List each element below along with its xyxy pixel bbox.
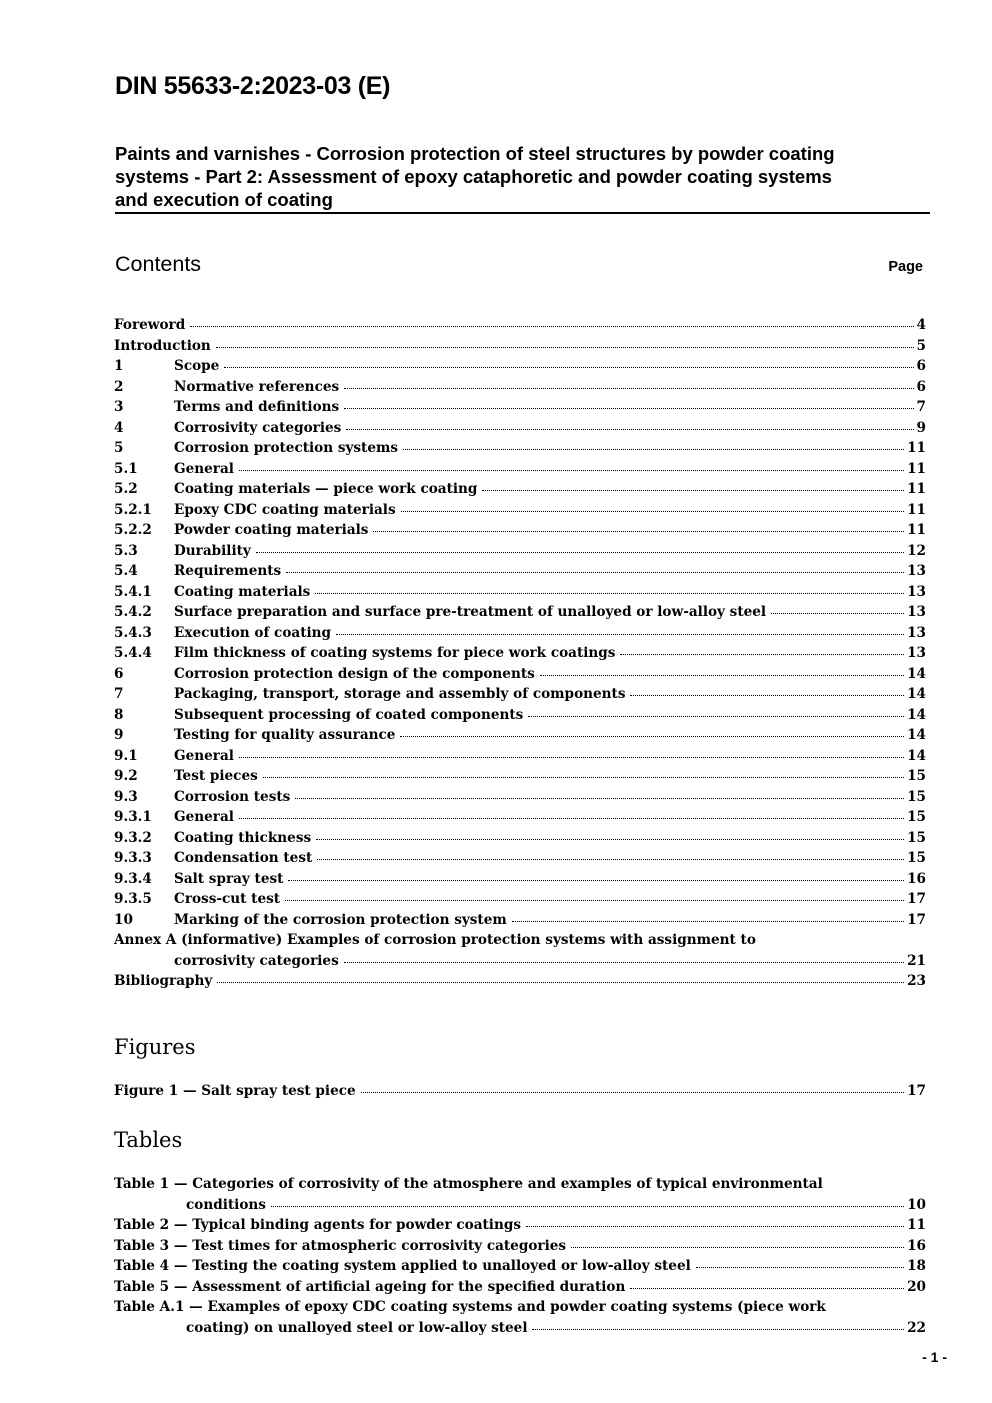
document-id: DIN 55633-2:2023-03 (E) <box>115 72 391 100</box>
toc-section-number: 9.3 <box>114 788 138 805</box>
toc-table-line[interactable]: Table 1 — Categories of corrosivity of the atmosphere and examples of typical environmental <box>114 1176 823 1192</box>
toc-section-number: 6 <box>114 665 124 682</box>
toc-page-number: 13 <box>907 645 926 661</box>
dot-leader <box>771 612 904 614</box>
dot-leader <box>216 346 914 348</box>
dot-leader <box>528 715 904 717</box>
toc-section-number: 9.3.5 <box>114 891 152 907</box>
tables-list <box>114 1176 926 1340</box>
toc-section-number: 8 <box>114 706 124 723</box>
toc-entry-title: Condensation test <box>174 850 313 866</box>
toc-page-number: 23 <box>907 973 926 989</box>
toc-entry-title: Coating materials <box>174 583 311 600</box>
toc-entry[interactable] <box>114 1083 926 1104</box>
toc-section-number: 5.2 <box>114 481 138 497</box>
toc-entry[interactable] <box>114 789 926 810</box>
dot-leader <box>401 510 904 512</box>
toc-section-number: 5.4.3 <box>114 624 152 641</box>
toc-entry-title: Introduction <box>114 337 211 354</box>
toc-page-number: 15 <box>907 788 926 805</box>
toc-page-number: 10 <box>907 1196 926 1213</box>
dot-leader <box>288 879 904 881</box>
toc-entry-title: Salt spray test <box>174 870 284 887</box>
toc-entry-title: Scope <box>174 358 220 374</box>
dot-leader <box>403 448 904 450</box>
toc-entry[interactable] <box>114 604 926 625</box>
toc-entry-title: Powder coating materials <box>174 522 369 538</box>
dot-leader <box>256 551 904 553</box>
toc-section-number: 2 <box>114 378 124 395</box>
title-line: and execution of coating <box>115 189 333 210</box>
toc-entry-title: Durability <box>174 542 251 559</box>
tables-heading: Tables <box>114 1128 183 1152</box>
toc-entry[interactable] <box>114 522 926 543</box>
toc-entry[interactable] <box>114 563 926 584</box>
page-number-footer: - 1 - <box>922 1349 947 1365</box>
dot-leader <box>315 592 904 594</box>
dot-leader <box>263 776 904 778</box>
dot-leader <box>286 571 904 573</box>
table-entries <box>114 1217 926 1299</box>
toc-page-number: 14 <box>907 747 926 764</box>
dot-leader <box>239 756 904 758</box>
toc-section-number: 5.2.2 <box>114 522 152 538</box>
toc-entry[interactable] <box>114 748 926 769</box>
document-title <box>115 142 930 214</box>
toc-entry[interactable] <box>114 379 926 400</box>
toc-section-number: 9.2 <box>114 768 138 784</box>
toc-page-number: 11 <box>907 460 926 477</box>
toc-entry[interactable] <box>114 830 926 851</box>
dot-leader <box>526 1225 904 1227</box>
toc-entry-title: Foreword <box>114 317 186 333</box>
toc-entry-title: Epoxy CDC coating materials <box>174 501 396 518</box>
toc-section-number: 5 <box>114 440 124 456</box>
toc-section-number: 3 <box>114 399 124 415</box>
dot-leader <box>295 797 904 799</box>
toc-entry-title: Testing for quality assurance <box>174 727 396 743</box>
toc-entry[interactable] <box>114 1258 926 1279</box>
toc-section-number: 9 <box>114 727 124 743</box>
toc-entry-title: Corrosion protection systems <box>174 440 399 456</box>
dot-leader <box>344 961 904 963</box>
toc-page-number: 7 <box>916 399 926 415</box>
toc-section-number: 1 <box>114 358 124 374</box>
toc-section-number: 5.2.1 <box>114 501 152 518</box>
toc-entry-title: General <box>174 809 234 825</box>
toc-page-number: 22 <box>907 1319 926 1336</box>
toc-page-number: 13 <box>907 624 926 641</box>
dot-leader <box>217 981 904 983</box>
toc-page-number: 4 <box>916 317 926 333</box>
toc-entry[interactable] <box>114 625 926 646</box>
page-column-heading: Page <box>888 259 923 275</box>
dot-leader <box>224 366 913 368</box>
dot-leader <box>400 735 904 737</box>
toc-entry-title: General <box>174 460 234 477</box>
toc-entry-title: Execution of coating <box>174 624 332 641</box>
dot-leader <box>239 817 904 819</box>
toc-table-continuation[interactable]: coating) on unalloyed steel or low-alloy steel 22 <box>186 1319 926 1336</box>
toc-table-line[interactable]: Table A.1 — Examples of epoxy CDC coating systems and powder coating systems (piece work <box>114 1299 826 1315</box>
toc-page-number: 13 <box>907 563 926 579</box>
dot-leader <box>620 653 904 655</box>
toc-entry[interactable] <box>114 707 926 728</box>
contents-heading: Contents <box>115 252 202 276</box>
figures-heading: Figures <box>114 1035 196 1059</box>
toc-page-number: 13 <box>907 604 926 620</box>
toc-entry[interactable] <box>114 481 926 502</box>
toc-entries <box>114 317 926 932</box>
toc-page-number: 14 <box>907 686 926 702</box>
toc-page-number: 12 <box>907 542 926 559</box>
toc-section-number: 7 <box>114 686 124 702</box>
toc-page-number: 11 <box>907 522 926 538</box>
toc-page-number: 11 <box>907 481 926 497</box>
toc-entry[interactable] <box>114 461 926 482</box>
dot-leader <box>316 838 904 840</box>
table-of-contents <box>114 317 926 994</box>
toc-page-number: 16 <box>907 1237 926 1254</box>
toc-entry[interactable] <box>114 584 926 605</box>
dot-leader <box>696 1266 904 1268</box>
toc-page-number: 11 <box>907 501 926 518</box>
toc-page-number: 6 <box>916 378 926 395</box>
toc-page-number: 11 <box>907 440 926 456</box>
toc-page-number: 17 <box>907 891 926 907</box>
dot-leader <box>512 920 904 922</box>
toc-entry-title: General <box>174 747 234 764</box>
toc-entry-title: Table 4 — Testing the coating system applied to unalloyed or low-alloy steel <box>114 1258 691 1274</box>
toc-page-number: 15 <box>907 809 926 825</box>
toc-page-number: 18 <box>907 1258 926 1274</box>
toc-section-number: 5.4.1 <box>114 583 152 600</box>
toc-section-number: 10 <box>114 911 133 928</box>
toc-entry-title: Film thickness of coating systems for piece work coatings <box>174 645 616 661</box>
toc-page-number: 5 <box>916 337 926 354</box>
toc-entry-title: Cross-cut test <box>174 891 281 907</box>
toc-entry[interactable] <box>114 686 926 707</box>
toc-page-number: 9 <box>916 419 926 436</box>
toc-page-number: 15 <box>907 850 926 866</box>
toc-page-number: 16 <box>907 870 926 887</box>
toc-entry[interactable] <box>114 399 926 420</box>
toc-entry[interactable] <box>114 645 926 666</box>
dot-leader <box>630 1287 904 1289</box>
toc-entry[interactable] <box>114 850 926 871</box>
toc-entry[interactable] <box>114 666 926 687</box>
toc-page-number: 21 <box>907 952 926 969</box>
toc-entry[interactable] <box>114 891 926 912</box>
toc-entry[interactable] <box>114 543 926 564</box>
toc-section-number: 4 <box>114 419 124 436</box>
dot-leader <box>571 1246 904 1248</box>
toc-page-number: 14 <box>907 706 926 723</box>
dot-leader <box>190 325 913 327</box>
toc-section-number: 9.3.4 <box>114 870 152 887</box>
toc-entry-title: Corrosion protection design of the components <box>174 665 535 682</box>
toc-entry[interactable] <box>114 338 926 359</box>
toc-entry-title: Packaging, transport, storage and assembly of components <box>174 686 626 702</box>
toc-entry-title: Requirements <box>174 563 282 579</box>
toc-section-number: 9.3.2 <box>114 829 152 846</box>
toc-entry[interactable] <box>114 440 926 461</box>
toc-entry[interactable] <box>114 727 926 748</box>
toc-section-number: 5.1 <box>114 460 138 477</box>
dot-leader <box>344 387 913 389</box>
dot-leader <box>532 1328 904 1330</box>
toc-entry-title: Corrosion tests <box>174 788 291 805</box>
figures-list <box>114 1083 926 1104</box>
toc-section-number: 9.3.1 <box>114 809 152 825</box>
toc-entry[interactable] <box>114 1279 926 1300</box>
dot-leader <box>630 694 904 696</box>
toc-page-number: 17 <box>907 911 926 928</box>
toc-entry[interactable] <box>114 420 926 441</box>
toc-entry[interactable] <box>114 502 926 523</box>
toc-page-number: 20 <box>907 1278 926 1295</box>
toc-page-number: 14 <box>907 665 926 682</box>
title-line: Paints and varnishes - Corrosion protection of steel structures by powder coating <box>115 143 835 164</box>
dot-leader <box>285 899 904 901</box>
dot-leader <box>271 1205 904 1207</box>
toc-entry-title: Coating materials — piece work coating <box>174 481 478 497</box>
toc-entry[interactable] <box>114 912 926 933</box>
toc-page-number: 17 <box>907 1083 926 1099</box>
toc-entry-title: Marking of the corrosion protection system <box>174 911 507 928</box>
dot-leader <box>336 633 904 635</box>
toc-annex-continuation[interactable]: corrosivity categories 21 <box>174 952 926 969</box>
toc-section-number: 5.3 <box>114 542 138 559</box>
toc-section-number: 9.3.3 <box>114 850 152 866</box>
toc-entry-title: Test pieces <box>174 768 258 784</box>
toc-page-number: 6 <box>916 358 926 374</box>
toc-entry[interactable] <box>114 1217 926 1238</box>
title-line: systems - Part 2: Assessment of epoxy cataphoretic and powder coating systems <box>115 166 832 187</box>
dot-leader <box>239 469 904 471</box>
toc-entry[interactable] <box>114 768 926 789</box>
toc-entry-title: Corrosivity categories <box>174 419 342 436</box>
toc-section-number: 5.4.4 <box>114 645 152 661</box>
dot-leader <box>482 489 904 491</box>
toc-entry-title: Table 5 — Assessment of artificial ageing for the specified duration <box>114 1278 626 1295</box>
toc-entry-title: Table 3 — Test times for atmospheric corrosivity categories <box>114 1237 567 1254</box>
toc-section-number: 5.4.2 <box>114 604 152 620</box>
toc-entry[interactable] <box>114 809 926 830</box>
toc-entry[interactable] <box>114 358 926 379</box>
dot-leader <box>317 858 904 860</box>
dot-leader <box>373 530 904 532</box>
toc-page-number: 13 <box>907 583 926 600</box>
toc-section-number: 5.4 <box>114 563 138 579</box>
toc-section-number: 9.1 <box>114 747 138 764</box>
toc-entry-title: Terms and definitions <box>174 399 340 415</box>
toc-page-number: 15 <box>907 829 926 846</box>
toc-entry-title: Coating thickness <box>174 829 312 846</box>
dot-leader <box>361 1091 904 1093</box>
dot-leader <box>540 674 904 676</box>
toc-entry-title: Table 2 — Typical binding agents for powder coatings <box>114 1217 521 1233</box>
toc-entry-title: Figure 1 — Salt spray test piece <box>114 1083 356 1099</box>
toc-entry[interactable] <box>114 1238 926 1259</box>
dot-leader <box>346 428 913 430</box>
toc-annex-line[interactable]: Annex A (informative) Examples of corrosion protection systems with assignment to <box>114 932 756 948</box>
toc-bibliography[interactable]: Bibliography 23 <box>114 973 926 989</box>
toc-page-number: 11 <box>907 1217 926 1233</box>
toc-page-number: 14 <box>907 727 926 743</box>
toc-entry-title: Surface preparation and surface pre-treatment of unalloyed or low-alloy steel <box>174 604 767 620</box>
toc-entry-title: Subsequent processing of coated components <box>174 706 524 723</box>
toc-entry-title: Normative references <box>174 378 340 395</box>
dot-leader <box>344 407 913 409</box>
toc-table-continuation[interactable]: conditions 10 <box>186 1196 926 1213</box>
toc-entry[interactable] <box>114 871 926 892</box>
toc-entry[interactable] <box>114 317 926 338</box>
toc-page-number: 15 <box>907 768 926 784</box>
